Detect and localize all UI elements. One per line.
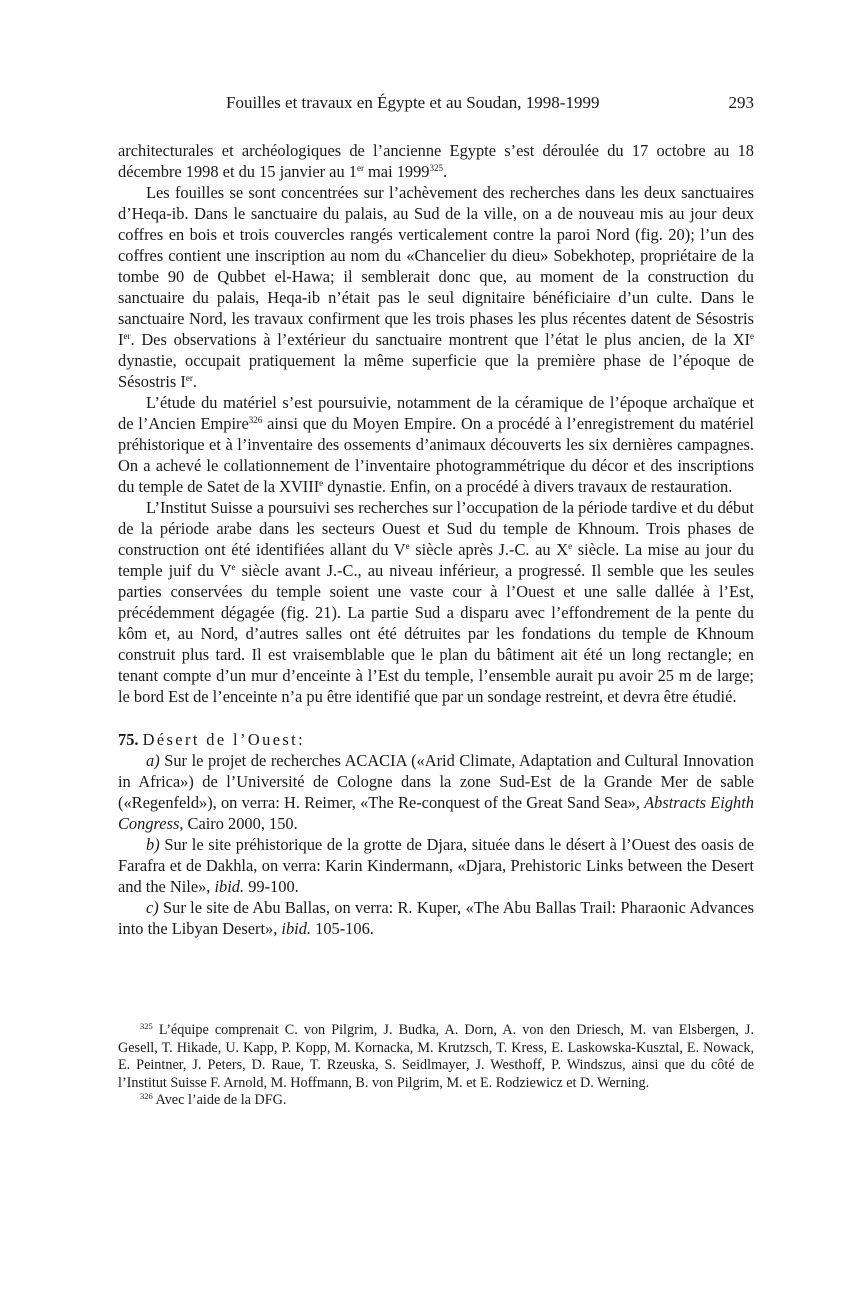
text-run: mai 1999 bbox=[363, 162, 430, 181]
text-run: Sur le projet de recherches ACACIA («Arid Climate, Adaptation and Cultural Innovation in Africa») de l’Université de Cologne dans la zone Sud-Est de la Grande Mer de sable («Regenfeld»), on verra: H. Reimer, «The Re-conquest of the Great Sand Sea», bbox=[118, 751, 754, 812]
citation-ibid: ibid. bbox=[214, 877, 245, 896]
superscript: er bbox=[123, 331, 131, 341]
footnote-number: 325 bbox=[140, 1021, 153, 1031]
text-run: 99-100. bbox=[244, 877, 299, 896]
text-run: dynastie, occupait pratiquement la même superficie que la première phase de l’époque de Sésostris I bbox=[118, 351, 754, 391]
text-run: siècle. La mise au jour du temple juif du V bbox=[118, 540, 754, 580]
text-run: Sur le site de Abu Ballas, on verra: R. Kuper, «The Abu Ballas Trail: Pharaonic Advances into the Libyan Desert», bbox=[118, 898, 754, 938]
subsection-marker: a) bbox=[146, 751, 160, 770]
subsection-list bbox=[118, 750, 754, 939]
text-run: siècle après J.-C. au X bbox=[409, 540, 569, 559]
section-heading bbox=[118, 729, 754, 750]
superscript: er bbox=[356, 163, 364, 173]
citation-title: Abstracts Eighth Congress bbox=[118, 793, 754, 833]
footnotes bbox=[118, 1022, 754, 1110]
footnote-ref-326[interactable]: 326 bbox=[248, 415, 263, 425]
superscript: e bbox=[750, 331, 754, 341]
page-number: 293 bbox=[728, 93, 754, 112]
text-run: siècle avant J.-C., au niveau inférieur, a progressé. Il semble que les seules parties conservées du temple soient une vaste cour à l’Ouest et une salle dallée à l’Est, précédemment dégagée (fig. 21). La partie Sud a disparu avec l’effondrement de la pente du kôm et, au Nord, d’autres salles ont été détruites par les fondations du temple de Khnoum construit plus tard. Il est vraisemblable que le plan du bâtiment ait été un long rectangle; en tenant compte d’un mur d’enceinte à l’Est du temple, l’ensemble aurait pu avoir 25 m de large; le bord Est de l’enceinte n’a pu être identifié que par un sondage restreint, et devra être étudié. bbox=[118, 561, 754, 706]
section-title: Désert de l’Ouest: bbox=[142, 730, 306, 749]
text-run: L’Institut Suisse a poursuivi ses recherches sur l’occupation de la période tardive et du début de la période arabe dans les secteurs Ouest et Sud du temple de Khnoum. Trois phases de construction ont été identifiées allant du V bbox=[118, 498, 754, 559]
running-header bbox=[118, 92, 754, 114]
footnote-ref-325[interactable]: 325 bbox=[429, 163, 444, 173]
paragraph-heqa-ib bbox=[118, 182, 754, 392]
footnote-number: 326 bbox=[140, 1091, 153, 1101]
superscript: er bbox=[185, 373, 193, 383]
text-run: L’étude du matériel s’est poursuivie, notamment de la céramique de l’époque archaïque et de l’Ancien Empire bbox=[118, 393, 754, 433]
footnote-text: L’équipe comprenait C. von Pilgrim, J. Budka, A. Dorn, A. von den Driesch, M. van Elsbergen, J. Gesell, T. Hikade, U. Kapp, P. Kopp, M. Kornacka, M. Krutzsch, T. Kress, E. Laskowska-Kusztal, E. Nowack, E. Peintner, J. Peters, D. Raue, T. Rzeuska, S. Seidlmayer, J. Westhoff, P. Windszus, ainsi que du côté de l’Institut Suisse F. Arnold, M. Hoffmann, B. von Pilgrim, M. et E. Rodziewicz et D. Werning. bbox=[118, 1022, 754, 1091]
text-run: dynastie. Enfin, on a procédé à divers travaux de restauration. bbox=[323, 477, 733, 496]
running-title: Fouilles et travaux en Égypte et au Soudan, 1998-1999 bbox=[226, 93, 600, 112]
citation-ibid: ibid. bbox=[281, 919, 312, 938]
footnote-text: Avec l’aide de la DFG. bbox=[155, 1092, 287, 1108]
footnote-325 bbox=[118, 1022, 754, 1092]
subsection-marker: b) bbox=[146, 835, 160, 854]
subsection-b bbox=[118, 834, 754, 897]
text-run: Sur le site préhistorique de la grotte de Djara, située dans le désert à l’Ouest des oasis de Farafra et de Dakhla, on verra: Karin Kindermann, «Djara, Prehistoric Links between the Desert and the Nile», bbox=[118, 835, 754, 896]
superscript: e bbox=[405, 541, 410, 551]
text-run: Les fouilles se sont concentrées sur l’achèvement des recherches dans les deux sanctuaires d’Heqa-ib. Dans le sanctuaire du palais, au Sud de la ville, on a de nouveau mis au jour deux coffres en bois et trois couvercles rangés verticalement contre la paroi Nord (fig. 20); l’un des coffres contient une inscription au nom du «Chancelier du dieu» Sobekhotep, propriétaire de la tombe 90 de Qubbet el-Hawa; il semblerait donc que, au moment de la construction du sanctuaire du palais, Heqa-ib n’était pas le seul dignitaire bénéficiaire d’un culte. Dans le sanctuaire Nord, les travaux confirment que les trois phases les plus récentes datent de Sésostris I bbox=[118, 183, 754, 349]
text-run: . Des observations à l’extérieur du sanctuaire montrent que l’état le plus ancien, de la XI bbox=[130, 330, 750, 349]
superscript: e bbox=[568, 541, 573, 551]
subsection-c bbox=[118, 897, 754, 939]
text-run: 105-106. bbox=[311, 919, 374, 938]
paragraph-continued bbox=[118, 140, 754, 182]
paragraph-institut-suisse bbox=[118, 497, 754, 707]
body-text bbox=[118, 140, 754, 939]
footnote-326 bbox=[118, 1092, 754, 1110]
text-run: . bbox=[443, 162, 448, 181]
text-run: . bbox=[192, 372, 197, 391]
text-run: , Cairo 2000, 150. bbox=[179, 814, 298, 833]
text-run: ainsi que du Moyen Empire. On a procédé à l’enregistrement du matériel préhistorique et à l’inventaire des ossements d’animaux découverts les six dernières campagnes. On a achevé le collationnement de l’inventaire photogrammétrique du décor et des inscriptions du temple de Satet de la XVIII bbox=[118, 414, 754, 496]
text-run: architecturales et archéologiques de l’ancienne Egypte s’est déroulée du 17 octobre au 18 décembre 1998 et du 15 janvier au 1 bbox=[118, 141, 754, 181]
subsection-marker: c) bbox=[146, 898, 159, 917]
superscript: e bbox=[319, 478, 324, 488]
superscript: e bbox=[231, 562, 236, 572]
subsection-a bbox=[118, 750, 754, 834]
paragraph-materiel bbox=[118, 392, 754, 497]
section-number: 75. bbox=[118, 730, 139, 749]
